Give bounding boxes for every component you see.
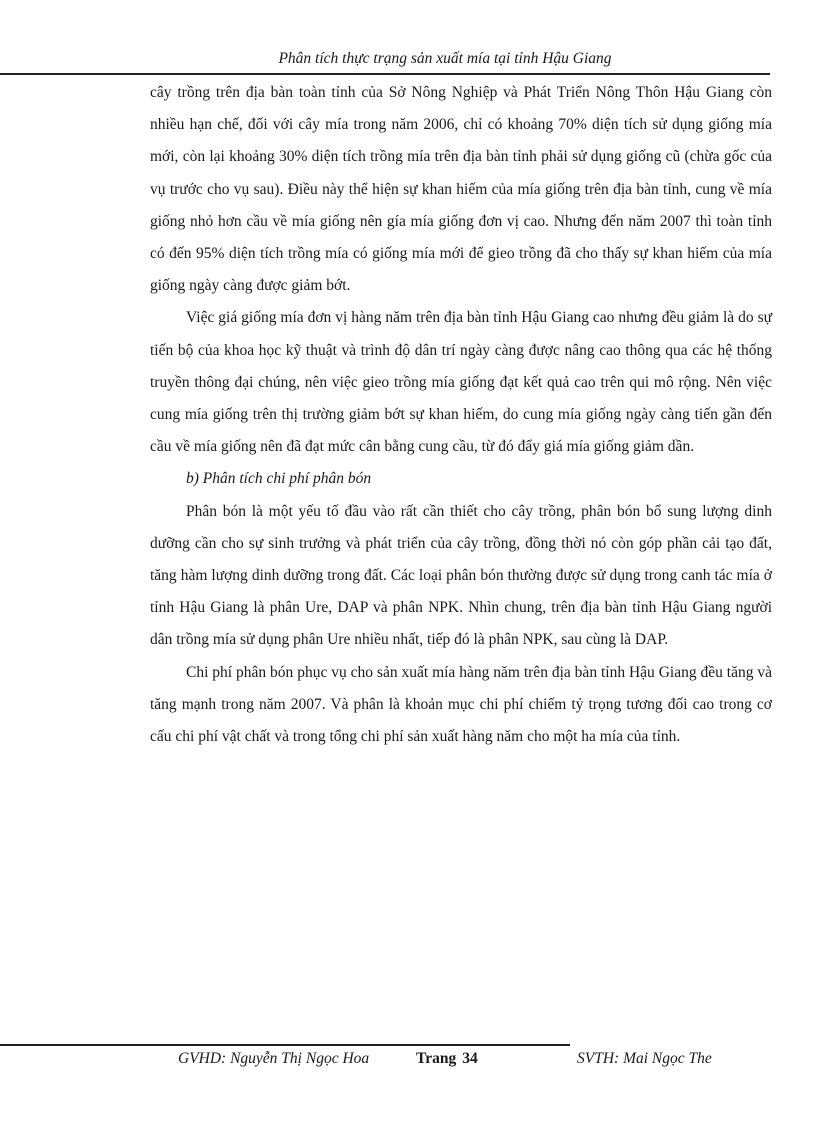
page-number: 34 (462, 1050, 478, 1067)
document-body (150, 77, 772, 753)
paragraph: Việc giá giống mía đơn vị hàng năm trên địa bàn tỉnh Hậu Giang cao nhưng đều giảm là do sự tiến bộ của khoa học kỹ thuật và trình độ dân trí ngày càng được nâng cao thông qua các hệ thống truyền thông đại chúng, nên việc gieo trồng mía giống đạt kết quả cao trên qui mô rộng. Nên việc cung mía giống trên thị trường giảm bớt sự khan hiếm, do cung mía giống ngày càng tiến gần đến cầu về mía giống nên đã đạt mức cân bằng cung cầu, từ đó đẩy giá mía giống giảm dần. (150, 309, 772, 456)
page-header-title: Phân tích thực trạng sản xuất mía tại tỉnh Hậu Giang (278, 50, 612, 67)
header-divider (0, 73, 770, 75)
paragraph: Phân bón là một yếu tố đầu vào rất cần thiết cho cây trồng, phân bón bổ sung lượng dinh dưỡng cần cho sự sinh trưởng và phát triển của cây trồng, đồng thời nó còn góp phần cải tạo đất, tăng hàm lượng dinh dưỡng trong đất. Các loại phân bón thường được sử dụng trong canh tác mía ở tỉnh Hậu Giang là phân Ure, DAP và phân NPK. Nhìn chung, trên địa bàn tỉnh Hậu Giang người dân trồng mía sử dụng phân Ure nhiều nhất, tiếp đó là phân NPK, sau cùng là DAP. (150, 502, 772, 649)
footer-page (416, 1050, 478, 1068)
footer-divider (0, 1044, 570, 1046)
paragraph: Chi phí phân bón phục vụ cho sản xuất mía hàng năm trên địa bàn tỉnh Hậu Giang đều tăng và tăng mạnh trong năm 2007. Và phân là khoản mục chi phí chiếm tỷ trọng tương đối cao trong cơ cấu chi phí vật chất và trong tổng chi phí sản xuất hàng năm cho một ha mía của tỉnh. (150, 663, 772, 746)
footer-student: SVTH: Mai Ngọc The (577, 1050, 712, 1067)
paragraph-continuation: cây trồng trên địa bàn toàn tỉnh của Sở Nông Nghiệp và Phát Triển Nông Thôn Hậu Giang còn nhiều hạn chế, đối với cây mía trong năm 2006, chỉ có khoảng 70% diện tích sử dụng giống mía mới, còn lại khoảng 30% diện tích trồng mía trên địa bàn tỉnh phải sử dụng giống cũ (chừa gốc của vụ trước cho vụ sau). Điều này thể hiện sự khan hiếm của mía giống trên địa bàn tỉnh, cung về mía giống nhỏ hơn cầu về mía giống nên gía mía giống đơn vị cao. Nhưng đến năm 2007 thì toàn tỉnh có đến 95% diện tích trồng mía có giống mía mới để gieo trồng đã cho thấy sự khan hiếm của mía giống ngày càng được giảm bớt. (150, 84, 772, 295)
footer-advisor: GVHD: Nguyễn Thị Ngọc Hoa (178, 1050, 370, 1067)
section-heading: b) Phân tích chi phí phân bón (186, 470, 372, 488)
page-label: Trang (416, 1050, 457, 1067)
